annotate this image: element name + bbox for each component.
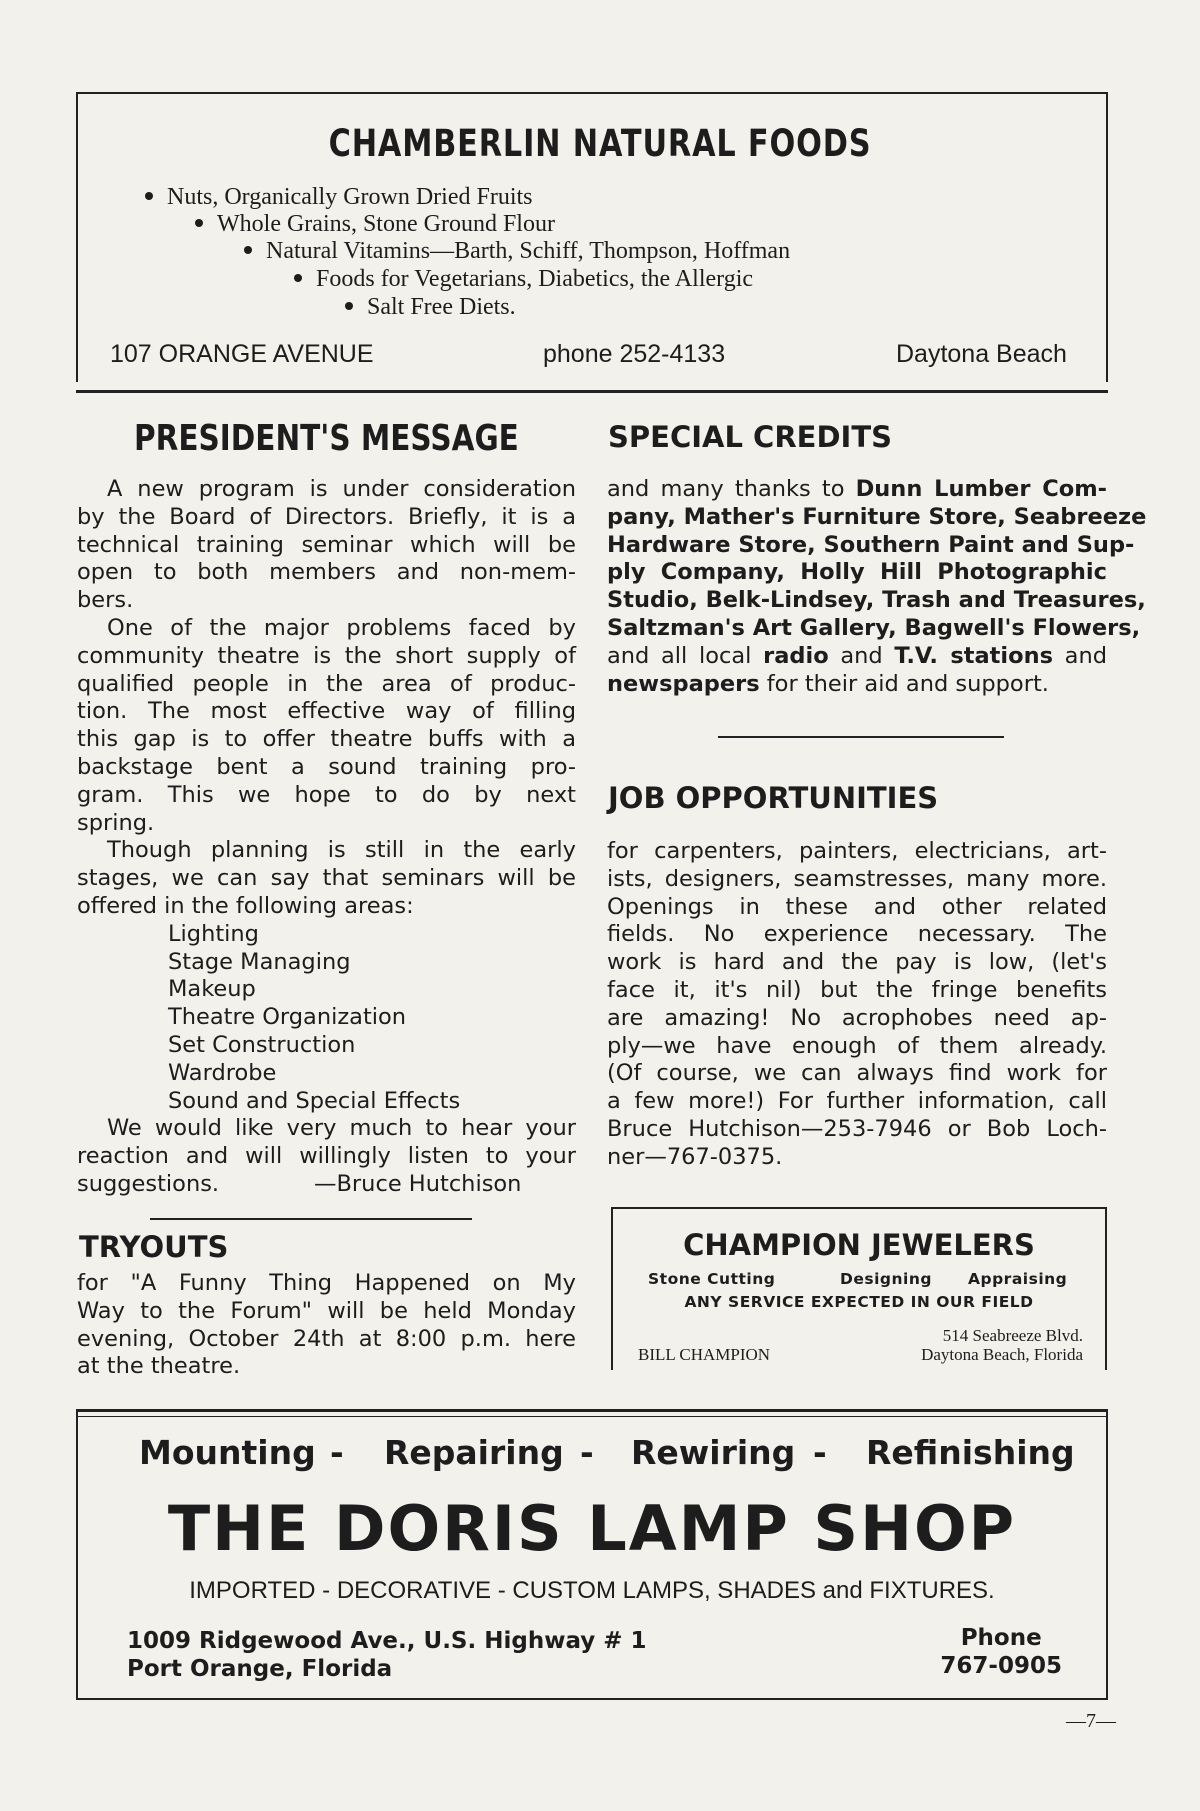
text-line	[607, 614, 1141, 643]
text-line: Openings in these and other related	[607, 893, 1107, 920]
seminar-area: Makeup	[168, 976, 256, 1003]
lamp-service: Repairing	[384, 1433, 564, 1472]
lamp-service: Mounting	[139, 1433, 316, 1472]
text-line: backstage bent a sound training pro-	[77, 753, 576, 780]
jewelers-service: Stone Cutting	[648, 1270, 776, 1288]
text-line: One of the major problems faced by	[107, 614, 576, 641]
presidents-message-heading: PRESIDENT'S MESSAGE	[134, 418, 519, 459]
bullet-icon	[145, 192, 153, 200]
job-opportunities-body	[607, 838, 1107, 1172]
jewelers-title: CHAMPION JEWELERS	[683, 1228, 1035, 1262]
seminar-area: Wardrobe	[168, 1059, 277, 1086]
special-credits-body	[607, 476, 1147, 698]
text-segment: and	[1052, 642, 1108, 669]
text-line: ner—767-0375.	[607, 1143, 783, 1170]
credit-name: newspapers	[607, 670, 760, 697]
text-line: at the theatre.	[77, 1353, 241, 1380]
ad-right-rule	[1106, 92, 1108, 382]
text-line: for "A Funny Thing Happened on My	[77, 1270, 576, 1296]
text-line: Though planning is still in the early	[107, 837, 576, 864]
ad-left-rule	[76, 92, 78, 382]
lamp-shop-subtitle: IMPORTED - DECORATIVE - CUSTOM LAMPS, SHADES and FIXTURES.	[189, 1577, 995, 1604]
tryouts-body	[77, 1270, 576, 1381]
signature-line	[77, 1171, 576, 1199]
credit-name: Saltzman's Art Gallery, Bagwell's Flowers,	[607, 614, 1141, 641]
text-line: technical training seminar which will be	[77, 531, 576, 558]
lamp-service: Rewiring	[631, 1433, 796, 1472]
text-line: open to both members and non-mem-	[77, 559, 576, 586]
text-line: by the Board of Directors. Briefly, it is a	[77, 503, 576, 530]
lamp-service: Refinishing	[866, 1433, 1075, 1472]
bullet-icon	[294, 274, 302, 282]
chamberlin-city: Daytona Beach	[896, 340, 1067, 368]
section-divider	[150, 1218, 472, 1220]
text-line: (Of course, we can always find work for	[607, 1060, 1107, 1087]
credit-name: ply Company, Holly Hill Photographic	[607, 559, 1107, 586]
chamberlin-address: 107 ORANGE AVENUE	[110, 340, 374, 368]
jewelers-street: 514 Seabreeze Blvd.	[942, 1326, 1083, 1345]
text-line: bers.	[77, 587, 134, 614]
chamberlin-phone: phone 252-4133	[543, 340, 726, 368]
text-line: face it, it's nil) but the fringe benefits	[607, 976, 1107, 1003]
seminar-area: Lighting	[168, 920, 259, 947]
credit-name: pany, Mather's Furniture Store, Seabreeze	[607, 503, 1147, 530]
credit-name: Hardware Store, Southern Paint and Sup-	[607, 531, 1135, 558]
ad-top-rule	[76, 92, 1108, 94]
seminar-area: Theatre Organization	[168, 1004, 407, 1031]
lamp-shop-address	[127, 1627, 647, 1683]
text-line: reaction and will willingly listen to your	[77, 1143, 576, 1170]
text-segment: and	[828, 642, 895, 669]
text-line: ply—we have enough of them already.	[607, 1032, 1107, 1059]
lamp-shop-title: THE DORIS LAMP SHOP	[167, 1492, 1017, 1565]
credit-name: Studio, Belk-Lindsey, Trash and Treasures,	[607, 587, 1146, 614]
bullet-icon	[345, 302, 353, 310]
text-line	[607, 476, 1107, 504]
text-line	[607, 531, 1135, 560]
text-line: evening, October 24th at 8:00 p.m. here	[77, 1325, 576, 1352]
text-line: fields. No experience necessary. The	[607, 921, 1107, 948]
presidents-message-body	[77, 476, 576, 1199]
seminar-area: Sound and Special Effects	[168, 1087, 461, 1114]
lamp-separator: -	[813, 1433, 827, 1472]
ad-item: Foods for Vegetarians, Diabetics, the Allergic	[294, 266, 753, 293]
jewelers-service: Appraising	[968, 1270, 1068, 1288]
text-line: this gap is to offer theatre buffs with a	[77, 726, 576, 753]
text-line	[607, 503, 1147, 532]
ad-item: Nuts, Organically Grown Dried Fruits	[145, 184, 533, 211]
bullet-icon	[195, 219, 203, 227]
phone-label: Phone	[960, 1625, 1042, 1651]
lamp-separator: -	[580, 1433, 594, 1472]
text-line: tion. The most effective way of filling	[77, 698, 576, 725]
ad-item: Natural Vitamins—Barth, Schiff, Thompson, Hoffman	[244, 238, 790, 265]
lamp-shop-phone	[940, 1624, 1062, 1680]
text-line	[607, 643, 1107, 671]
jewelers-service: Designing	[840, 1270, 932, 1288]
ad-item: Whole Grains, Stone Ground Flour	[195, 211, 555, 238]
ad-top-rule	[611, 1207, 1107, 1209]
text-line: gram. This we hope to do by next	[77, 781, 576, 808]
ad-bottom-rule	[76, 1698, 1108, 1700]
job-opportunities-heading: JOB OPPORTUNITIES	[608, 781, 939, 815]
text-line: for carpenters, painters, electricians, art-	[607, 838, 1107, 864]
text-line	[607, 587, 1146, 615]
tryouts-heading: TRYOUTS	[79, 1230, 229, 1264]
text-line: a few more!) For further information, call	[607, 1088, 1107, 1115]
credit-name: Dunn Lumber Com-	[855, 476, 1107, 502]
text-line: are amazing! No acrophobes need ap-	[607, 1004, 1107, 1031]
credit-name: T.V. stations	[894, 642, 1053, 669]
text-line: qualified people in the area of produc-	[77, 670, 576, 697]
ad-top-thin-rule	[76, 1416, 1108, 1417]
section-divider	[718, 736, 1004, 738]
seminar-area: Stage Managing	[168, 948, 351, 975]
text-line: Way to the Forum" will be held Monday	[77, 1297, 576, 1324]
jewelers-tagline: ANY SERVICE EXPECTED IN OUR FIELD	[684, 1293, 1034, 1311]
credit-name: radio	[763, 642, 829, 669]
text-segment: and many thanks to	[607, 476, 856, 502]
jewelers-city: Daytona Beach, Florida	[921, 1345, 1083, 1364]
text-segment: for their aid and support.	[759, 670, 1049, 697]
seminar-area: Set Construction	[168, 1031, 356, 1058]
text-line: ists, designers, seamstresses, many more.	[607, 865, 1107, 892]
special-credits-heading: SPECIAL CREDITS	[608, 420, 892, 454]
text-line: A new program is under consideration	[107, 476, 576, 502]
phone-number: 767-0905	[940, 1653, 1062, 1679]
text-segment: and all local	[607, 642, 764, 669]
text-line: work is hard and the pay is low, (let's	[607, 949, 1107, 976]
text-line: Bruce Hutchison—253-7946 or Bob Loch-	[607, 1115, 1107, 1142]
closing-text: suggestions.	[77, 1170, 220, 1197]
text-line	[607, 559, 1107, 587]
text-line: stages, we can say that seminars will be	[77, 865, 576, 892]
text-line: offered in the following areas:	[77, 892, 414, 919]
text-line: We would like very much to hear your	[107, 1115, 576, 1142]
text-line: spring.	[77, 809, 155, 836]
address-line: 1009 Ridgewood Ave., U.S. Highway # 1	[127, 1628, 647, 1654]
text-line	[607, 671, 1107, 699]
ad-top-rule	[76, 1409, 1108, 1412]
lamp-separator: -	[330, 1433, 344, 1472]
page-number: —7—	[1066, 1710, 1116, 1732]
chamberlin-title: CHAMBERLIN NATURAL FOODS	[328, 122, 872, 165]
bullet-icon	[244, 246, 252, 254]
ad-item: Salt Free Diets.	[345, 294, 516, 321]
jewelers-owner: BILL CHAMPION	[638, 1345, 771, 1364]
ad-bottom-rule	[76, 390, 1108, 393]
address-line: Port Orange, Florida	[127, 1656, 393, 1682]
text-line: community theatre is the short supply of	[77, 642, 576, 669]
signature: —Bruce Hutchison	[314, 1170, 522, 1197]
